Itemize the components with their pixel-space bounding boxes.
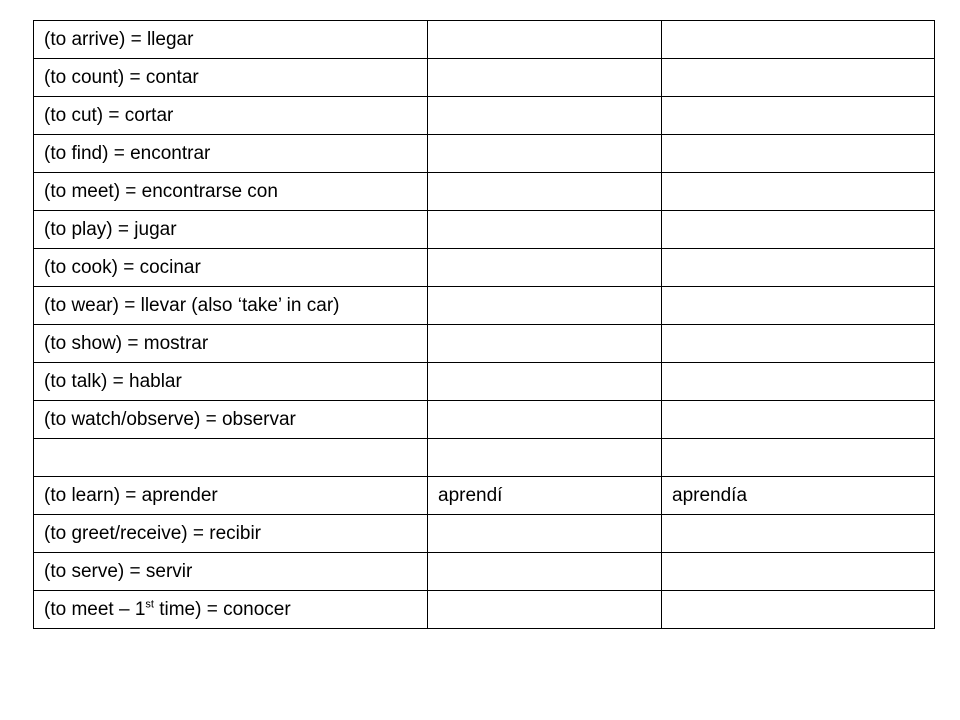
imperfect-cell [662, 287, 935, 325]
preterite-cell [428, 211, 662, 249]
table-row [34, 401, 935, 439]
imperfect-cell [662, 135, 935, 173]
imperfect-cell [662, 173, 935, 211]
imperfect-cell [662, 211, 935, 249]
preterite-cell: aprendí [428, 477, 662, 515]
preterite-cell [428, 591, 662, 629]
imperfect-cell [662, 21, 935, 59]
table-row [34, 477, 935, 515]
imperfect-cell [662, 363, 935, 401]
table-row [34, 325, 935, 363]
verb-table-body [34, 21, 935, 629]
infinitive-cell: (to show) = mostrar [34, 325, 428, 363]
table-row [34, 173, 935, 211]
imperfect-cell [662, 553, 935, 591]
table-row [34, 287, 935, 325]
imperfect-cell [662, 439, 935, 477]
table-row [34, 21, 935, 59]
infinitive-text-end: time) = conocer [153, 598, 291, 620]
imperfect-cell [662, 591, 935, 629]
imperfect-cell: aprendía [662, 477, 935, 515]
preterite-cell [428, 553, 662, 591]
imperfect-cell [662, 515, 935, 553]
infinitive-cell: (to wear) = llevar (also ‘take’ in car) [34, 287, 428, 325]
ordinal-superscript: st [145, 598, 154, 611]
preterite-cell [428, 401, 662, 439]
infinitive-cell [34, 439, 428, 477]
infinitive-text-start: (to meet – 1 [44, 598, 146, 620]
preterite-cell [428, 287, 662, 325]
infinitive-cell: (to serve) = servir [34, 553, 428, 591]
infinitive-cell: (to count) = contar [34, 59, 428, 97]
infinitive-cell: (to talk) = hablar [34, 363, 428, 401]
table-row [34, 59, 935, 97]
infinitive-cell: (to find) = encontrar [34, 135, 428, 173]
infinitive-cell: (to watch/observe) = observar [34, 401, 428, 439]
imperfect-cell [662, 325, 935, 363]
verb-table [33, 20, 935, 629]
table-row [34, 553, 935, 591]
imperfect-cell [662, 249, 935, 287]
table-row [34, 249, 935, 287]
preterite-cell [428, 173, 662, 211]
table-row [34, 211, 935, 249]
imperfect-cell [662, 59, 935, 97]
infinitive-cell: (to cook) = cocinar [34, 249, 428, 287]
infinitive-cell: (to arrive) = llegar [34, 21, 428, 59]
infinitive-cell: (to learn) = aprender [34, 477, 428, 515]
verb-worksheet [33, 20, 934, 629]
infinitive-cell [34, 591, 428, 629]
table-row [34, 515, 935, 553]
preterite-cell [428, 97, 662, 135]
preterite-cell [428, 249, 662, 287]
infinitive-cell: (to cut) = cortar [34, 97, 428, 135]
imperfect-cell [662, 401, 935, 439]
table-row [34, 591, 935, 629]
infinitive-cell: (to meet) = encontrarse con [34, 173, 428, 211]
preterite-cell [428, 363, 662, 401]
table-row [34, 135, 935, 173]
table-row-blank [34, 439, 935, 477]
infinitive-cell: (to greet/receive) = recibir [34, 515, 428, 553]
preterite-cell [428, 21, 662, 59]
imperfect-cell [662, 97, 935, 135]
preterite-cell [428, 439, 662, 477]
preterite-cell [428, 515, 662, 553]
preterite-cell [428, 59, 662, 97]
infinitive-cell: (to play) = jugar [34, 211, 428, 249]
preterite-cell [428, 135, 662, 173]
preterite-cell [428, 325, 662, 363]
table-row [34, 97, 935, 135]
table-row [34, 363, 935, 401]
